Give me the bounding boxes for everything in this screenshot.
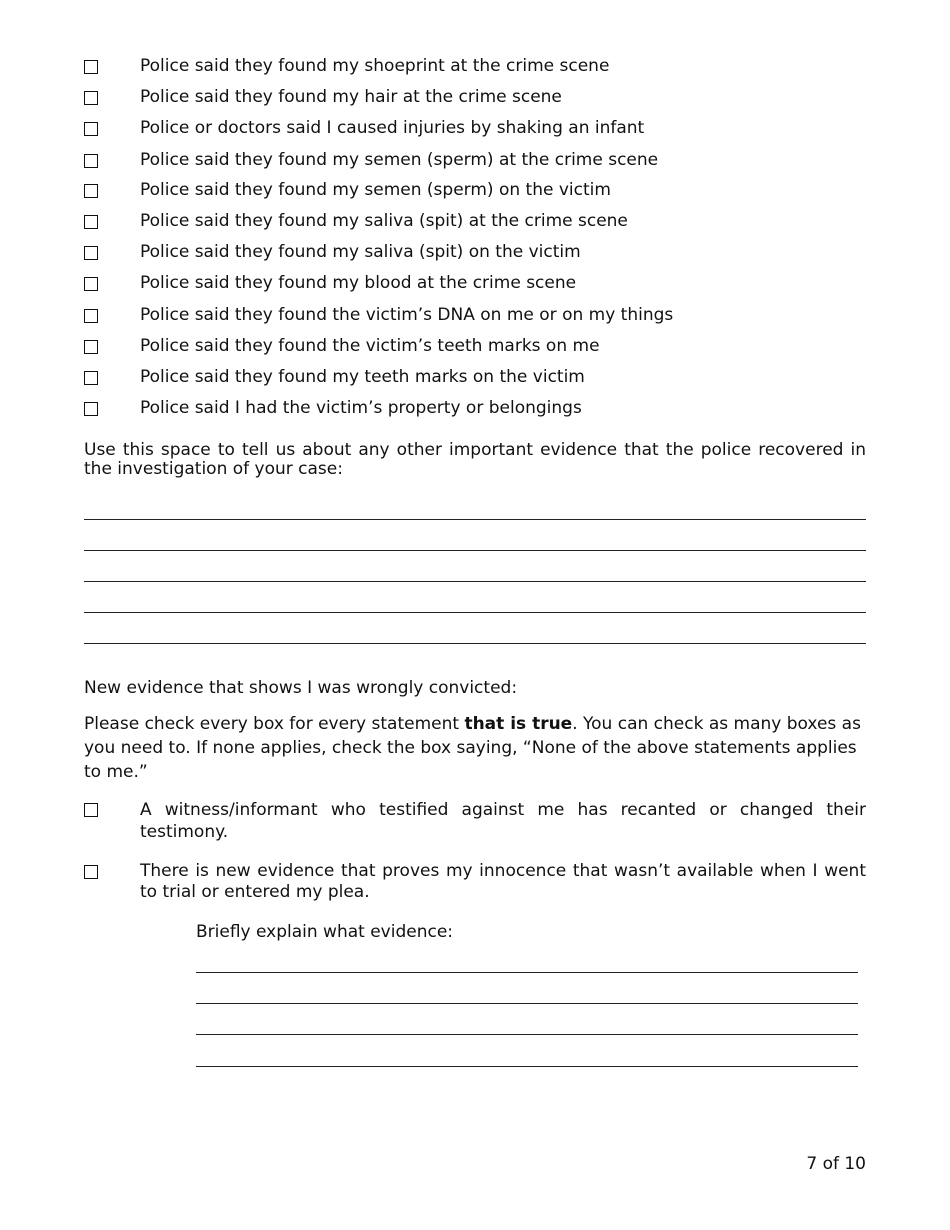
checkbox[interactable] [84,371,98,385]
explain-evidence-prompt: Briefly explain what evidence: [196,922,454,942]
checklist-item-label: Police said I had the victim’s property or belongings [140,398,582,418]
writing-line[interactable] [84,581,866,582]
option-witness-recanted-label: A witness/informant who testified against me has recanted or changed their testimony. [140,800,866,842]
instruction-text: Please check every box for every statement [84,714,465,734]
checkbox[interactable] [84,154,98,168]
writing-line[interactable] [84,612,866,613]
checkbox[interactable] [84,309,98,323]
other-evidence-prompt: Use this space to tell us about any other important evidence that the police recovered in the investigation of your case: [84,440,866,479]
checkbox[interactable] [84,122,98,136]
checklist-item-label: Police said they found my semen (sperm) on the victim [140,180,611,200]
checkbox[interactable] [84,184,98,198]
checklist-item-label: Police said they found the victim’s teeth marks on me [140,336,600,356]
checkbox[interactable] [84,91,98,105]
writing-line[interactable] [84,643,866,644]
checklist-item-label: Police said they found my teeth marks on the victim [140,367,585,387]
writing-line[interactable] [196,972,858,973]
instruction-text-rest: . You can check as many boxes as you need to. If none applies, check the box saying, “None of the above statements applies to me.” [84,714,861,782]
writing-line[interactable] [196,1003,858,1004]
checkbox[interactable] [84,215,98,229]
new-evidence-instructions [84,712,866,784]
checklist-item-label: Police said they found my saliva (spit) at the crime scene [140,211,628,231]
checkbox-new-evidence[interactable] [84,865,98,879]
checklist-item-label: Police said they found the victim’s DNA on me or on my things [140,305,674,325]
checkbox[interactable] [84,60,98,74]
checkbox-witness-recanted[interactable] [84,803,98,817]
writing-line[interactable] [196,1066,858,1067]
checklist-item-label: Police said they found my hair at the crime scene [140,87,562,107]
checklist-item-label: Police said they found my shoeprint at the crime scene [140,56,610,76]
checklist-item-label: Police said they found my blood at the crime scene [140,273,577,293]
page-number: 7 of 10 [806,1154,866,1174]
checkbox[interactable] [84,402,98,416]
writing-line[interactable] [84,519,866,520]
checkbox[interactable] [84,340,98,354]
checklist-item-label: Police said they found my saliva (spit) on the victim [140,242,581,262]
option-new-evidence-label: There is new evidence that proves my innocence that wasn’t available when I went to trial or entered my plea. [140,861,866,902]
new-evidence-heading: New evidence that shows I was wrongly convicted: [84,678,518,698]
writing-line[interactable] [196,1034,858,1035]
checklist-item-label: Police said they found my semen (sperm) at the crime scene [140,150,659,170]
checkbox[interactable] [84,277,98,291]
writing-line[interactable] [84,550,866,551]
instruction-emphasis: that is true [464,714,573,734]
checklist-item-label: Police or doctors said I caused injuries by shaking an infant [140,118,645,138]
checkbox[interactable] [84,246,98,260]
